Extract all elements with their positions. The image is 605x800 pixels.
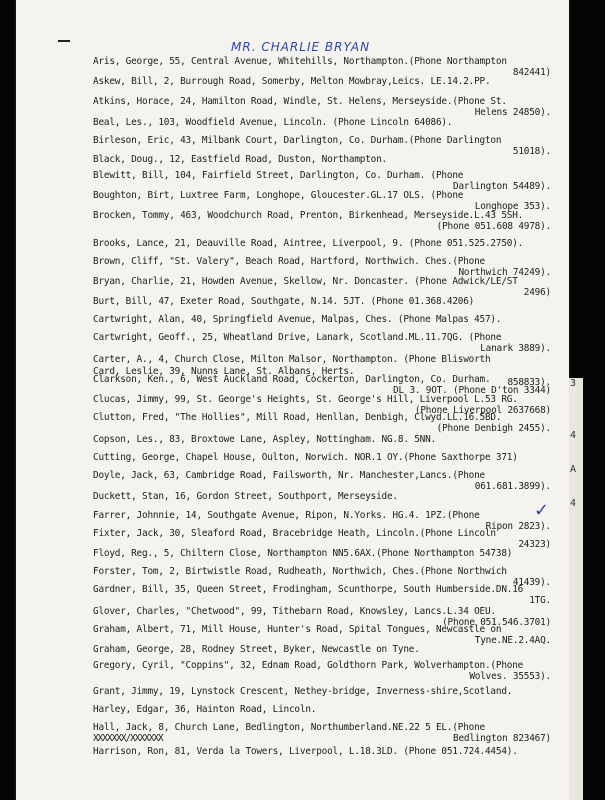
entry-line: Carter, A., 4, Church Close, Milton Malsor, Northampton. (Phone Blisworth bbox=[93, 354, 491, 365]
side-mark: 4 bbox=[570, 498, 577, 509]
struck-out-line: XXXXXXX/XXXXXXX bbox=[93, 733, 163, 744]
list-entry bbox=[93, 746, 563, 757]
entry-line: Gardner, Bill, 35, Queen Street, Frodingham, Scunthorpe, South Humberside.DN.16 bbox=[93, 584, 524, 595]
entry-continuation: (Phone 051.546.3701) bbox=[442, 617, 551, 628]
list-entry bbox=[93, 56, 563, 78]
entry-line: Gregory, Cyril, "Coppins", 32, Ednam Road, Goldthorn Park, Wolverhampton.(Phone bbox=[93, 660, 524, 671]
side-mark: 3 bbox=[570, 378, 577, 389]
entry-line: Birleson, Eric, 43, Milbank Court, Darlington, Co. Durham.(Phone Darlington bbox=[93, 135, 502, 146]
list-entry bbox=[93, 452, 563, 463]
entry-line: Aris, George, 55, Central Avenue, Whitehills, Northampton.(Phone Northampton bbox=[93, 56, 507, 67]
entry-line: Brooks, Lance, 21, Deauville Road, Aintree, Liverpool, 9. (Phone 051.525.2750). bbox=[93, 238, 524, 249]
entry-continuation: Ripon 2823). bbox=[485, 521, 551, 532]
list-entry bbox=[93, 170, 563, 192]
entry-line: Askew, Bill, 2, Burrough Road, Somerby, Melton Mowbray,Leics. LE.14.2.PP. bbox=[93, 76, 491, 87]
entry-line: Grant, Jimmy, 19, Lynstock Crescent, Nethey-bridge, Inverness-shire,Scotland. bbox=[93, 686, 513, 697]
entry-line: Brown, Cliff, "St. Valery", Beach Road, Hartford, Northwich. Ches.(Phone bbox=[93, 256, 485, 267]
list-entry bbox=[93, 644, 563, 655]
entry-line: Beal, Les., 103, Woodfield Avenue, Lincoln. (Phone Lincoln 64086). bbox=[93, 117, 453, 128]
entry-continuation: 858833). bbox=[507, 377, 551, 388]
entry-line: Graham, Albert, 71, Mill House, Hunter's Road, Spital Tongues, Newcastle on bbox=[93, 624, 502, 635]
list-entry bbox=[93, 76, 563, 87]
entry-continuation: (Phone 051.608 4978). bbox=[436, 221, 551, 232]
list-entry bbox=[93, 722, 563, 744]
entry-continuation: 842441) bbox=[512, 67, 551, 78]
entry-continuation: Tyne.NE.2.4AQ. bbox=[474, 635, 551, 646]
list-entry bbox=[93, 470, 563, 492]
entry-line: Clucas, Jimmy, 99, St. George's Heights, St. George's Hill, Liverpool L.53 RG. bbox=[93, 394, 518, 405]
side-mark: 4 bbox=[570, 430, 577, 441]
list-entry bbox=[93, 660, 563, 682]
entry-line: Duckett, Stan, 16, Gordon Street, Southport, Merseyside. bbox=[93, 491, 398, 502]
list-entry bbox=[93, 412, 563, 434]
entry-line: Cartwright, Geoff., 25, Wheatland Drive, Lanark, Scotland.ML.11.7QG. (Phone bbox=[93, 332, 502, 343]
entry-line: Card, Leslie, 39, Nunns Lane, St. Albans, Herts. bbox=[93, 366, 355, 377]
list-entry bbox=[93, 117, 563, 128]
underlying-page-edge bbox=[569, 378, 583, 800]
entry-line: Glover, Charles, "Chetwood", 99, Tithebarn Road, Knowsley, Lancs.L.34 OEU. bbox=[93, 606, 496, 617]
entry-line: Black, Doug., 12, Eastfield Road, Duston, Northampton. bbox=[93, 154, 387, 165]
document-page bbox=[16, 0, 569, 800]
handwritten-title: MR. CHARLIE BRYAN bbox=[231, 40, 371, 54]
entry-continuation: Wolves. 35553). bbox=[469, 671, 551, 682]
list-entry bbox=[93, 314, 563, 325]
list-entry bbox=[93, 210, 563, 232]
entry-continuation: Lanark 3889). bbox=[480, 343, 551, 354]
entry-continuation: 061.681.3899). bbox=[474, 481, 551, 492]
entry-line: Floyd, Reg., 5, Chiltern Close, Northampton NN5.6AX.(Phone Northampton 54738) bbox=[93, 548, 513, 559]
list-entry bbox=[93, 256, 563, 278]
entry-line: Cutting, George, Chapel House, Oulton, Norwich. NOR.1 OY.(Phone Saxthorpe 371) bbox=[93, 452, 518, 463]
entry-continuation: 51018). bbox=[512, 146, 551, 157]
entry-continuation: 41439). bbox=[512, 577, 551, 588]
entry-continuation: Helens 24850). bbox=[474, 107, 551, 118]
entry-line: Harrison, Ron, 81, Verda la Towers, Liverpool, L.18.3LD. (Phone 051.724.4454). bbox=[93, 746, 518, 757]
entry-continuation: Longhope 353). bbox=[474, 201, 551, 212]
list-entry bbox=[93, 238, 563, 249]
entry-continuation: 1TG. bbox=[529, 595, 551, 606]
entry-line: Brocken, Tommy, 463, Woodchurch Road, Prenton, Birkenhead, Merseyside.L.43 5SH. bbox=[93, 210, 524, 221]
entry-continuation: Darlington 54489). bbox=[453, 181, 551, 192]
list-entry bbox=[93, 354, 563, 365]
entry-line: Hall, Jack, 8, Church Lane, Bedlington, Northumberland.NE.22 5 EL.(Phone bbox=[93, 722, 485, 733]
list-entry bbox=[93, 374, 563, 396]
entry-continuation: (Phone Liverpool 2637668) bbox=[414, 405, 551, 416]
checkmark-icon: ✓ bbox=[534, 500, 550, 521]
entry-line: Fixter, Jack, 30, Sleaford Road, Bracebridge Heath, Lincoln.(Phone Lincoln bbox=[93, 528, 496, 539]
entry-line: Doyle, Jack, 63, Cambridge Road, Failsworth, Nr. Manchester,Lancs.(Phone bbox=[93, 470, 485, 481]
entry-continuation: 24323) bbox=[518, 539, 551, 550]
list-entry bbox=[93, 296, 563, 307]
list-entry bbox=[93, 528, 563, 550]
entry-line: Farrer, Johnnie, 14, Southgate Avenue, Ripon, N.Yorks. HG.4. 1PZ.(Phone bbox=[93, 510, 480, 521]
entry-line: Bryan, Charlie, 21, Howden Avenue, Skellow, Nr. Doncaster. (Phone Adwick/LE/ST bbox=[93, 276, 518, 287]
side-mark: A bbox=[570, 464, 577, 475]
list-entry bbox=[93, 548, 563, 559]
entry-line: Forster, Tom, 2, Birtwistle Road, Rudheath, Northwich, Ches.(Phone Northwich bbox=[93, 566, 507, 577]
list-entry bbox=[93, 584, 563, 606]
entry-line: Blewitt, Bill, 104, Fairfield Street, Darlington, Co. Durham. (Phone bbox=[93, 170, 464, 181]
list-entry bbox=[93, 276, 563, 298]
entry-line: Clutton, Fred, "The Hollies", Mill Road, Henllan, Denbigh, Clwyd.LL.16.5BD. bbox=[93, 412, 502, 423]
entry-continuation: Northwich 74249). bbox=[458, 267, 551, 278]
entry-line: Cartwright, Alan, 40, Springfield Avenue, Malpas, Ches. (Phone Malpas 457). bbox=[93, 314, 502, 325]
entry-continuation: DL 3. 9OT. (Phone D'ton 3344) bbox=[393, 385, 551, 396]
entry-line: Boughton, Birt, Luxtree Farm, Longhope, Gloucester.GL.17 OLS. (Phone bbox=[93, 190, 464, 201]
entry-continuation: Bedlington 823467) bbox=[453, 733, 551, 744]
margin-dash bbox=[58, 40, 70, 42]
list-entry bbox=[93, 704, 563, 715]
entry-line: Clarkson, Ken., 6, West Auckland Road, Cockerton, Darlington, Co. Durham. bbox=[93, 374, 491, 385]
entry-line: Harley, Edgar, 36, Hainton Road, Lincoln. bbox=[93, 704, 317, 715]
entry-line: Atkins, Horace, 24, Hamilton Road, Windle, St. Helens, Merseyside.(Phone St. bbox=[93, 96, 507, 107]
list-entry bbox=[93, 332, 563, 354]
list-entry bbox=[93, 624, 563, 646]
entry-continuation: 2496) bbox=[523, 287, 551, 298]
list-entry bbox=[93, 154, 563, 165]
entry-continuation: (Phone Denbigh 2455). bbox=[436, 423, 551, 434]
list-entry bbox=[93, 96, 563, 118]
list-entry bbox=[93, 491, 563, 502]
entry-line: Burt, Bill, 47, Exeter Road, Southgate, N.14. 5JT. (Phone 01.368.4206) bbox=[93, 296, 475, 307]
list-entry bbox=[93, 686, 563, 697]
entry-line: Copson, Les., 83, Broxtowe Lane, Aspley, Nottingham. NG.8. 5NN. bbox=[93, 434, 436, 445]
list-entry bbox=[93, 434, 563, 445]
entry-line: Graham, George, 28, Rodney Street, Byker, Newcastle on Tyne. bbox=[93, 644, 420, 655]
list-entry bbox=[93, 190, 563, 212]
